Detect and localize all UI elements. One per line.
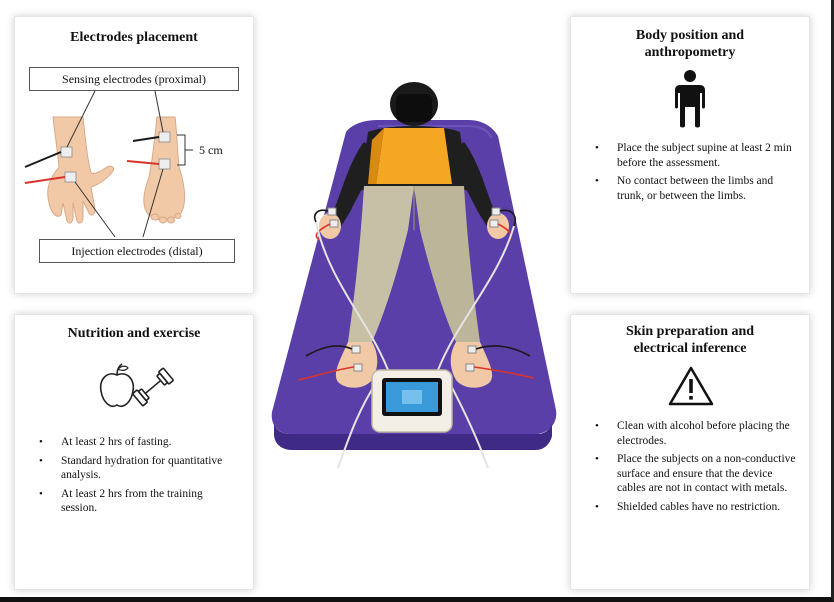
subject-torso bbox=[360, 126, 468, 190]
apple-dumbbell-icon bbox=[97, 361, 177, 413]
person-standing-icon bbox=[670, 69, 710, 129]
nutrition-exercise-panel bbox=[14, 314, 254, 590]
nutrition-bullet-2: • Standard hydration for quantitative analysis. bbox=[35, 454, 235, 483]
bia-device bbox=[372, 370, 452, 432]
spacing-bracket bbox=[177, 135, 193, 165]
skin-bullet-2: • Place the subjects on a non-conductive surface and ensure that the device cables are not in contact with metals. bbox=[591, 452, 801, 496]
body-position-bullet-list bbox=[591, 141, 801, 207]
body-position-bullet-1: • Place the subject supine at least 2 min before the assessment. bbox=[591, 141, 801, 170]
supine-subject-illustration bbox=[268, 80, 558, 470]
nutrition-bullet-3: • At least 2 hrs from the training session. bbox=[35, 487, 235, 516]
nutrition-bullet-1: • At least 2 hrs of fasting. bbox=[35, 435, 235, 450]
skin-preparation-bullet-list bbox=[591, 419, 801, 518]
sensing-electrodes-label: Sensing electrodes (proximal) bbox=[29, 67, 239, 91]
skin-preparation-title-line1: Skin preparation and bbox=[625, 324, 755, 339]
subject-head bbox=[390, 82, 438, 126]
body-position-title-line1: Body position and bbox=[635, 28, 745, 43]
foot-sensing-electrode bbox=[159, 132, 170, 142]
body-position-panel bbox=[570, 16, 810, 294]
skin-bullet-3: • Shielded cables have no restriction. bbox=[591, 500, 801, 515]
body-position-bullet-2: • No contact between the limbs and trunk, or between the limbs. bbox=[591, 174, 801, 203]
skin-preparation-panel bbox=[570, 314, 810, 590]
electrodes-placement-title: Electrodes placement bbox=[70, 30, 198, 45]
skin-preparation-title-line2: electrical inference bbox=[633, 341, 747, 356]
warning-triangle-icon bbox=[667, 365, 715, 407]
hand-sensing-electrode bbox=[61, 147, 72, 157]
skin-bullet-1: • Clean with alcohol before placing the electrodes. bbox=[591, 419, 801, 448]
spacing-5cm-label: 5 cm bbox=[199, 143, 223, 157]
hand-injection-electrode bbox=[65, 172, 76, 182]
nutrition-bullet-list bbox=[35, 435, 235, 520]
injection-electrodes-label: Injection electrodes (distal) bbox=[39, 239, 235, 263]
nutrition-exercise-title: Nutrition and exercise bbox=[67, 326, 201, 341]
electrodes-placement-panel bbox=[14, 16, 254, 294]
body-position-title-line2: anthropometry bbox=[644, 45, 736, 60]
hand-drawing bbox=[48, 117, 114, 223]
foot-injection-electrode bbox=[159, 159, 170, 169]
